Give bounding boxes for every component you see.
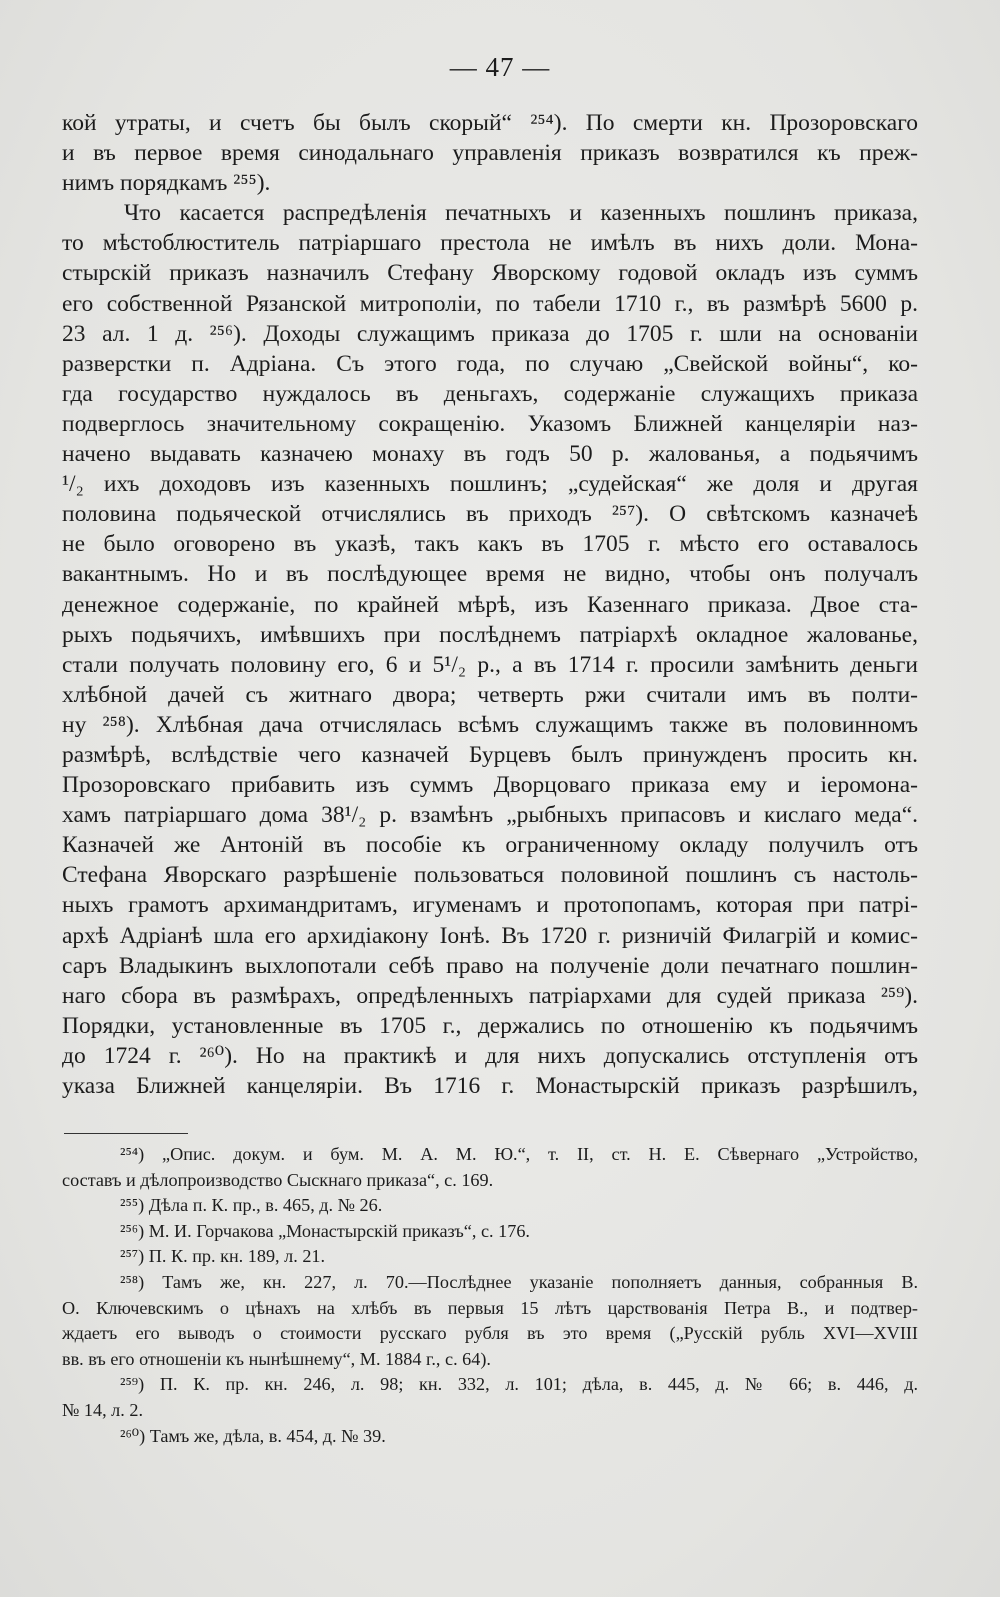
footnote-line: вв. въ его отношеніи къ нынѣшнему“, М. 1884 г., с. 64). — [62, 1348, 491, 1369]
text-line: 23 ал. 1 д. ²⁵⁶). Доходы служащимъ приказа до 1705 г. шли на основаніи — [62, 320, 918, 347]
footnote-254: ²⁵⁴) „Опис. докум. и бум. М. А. М. Ю.“, т. II, ст. Н. Е. Сѣвернаго „Устройство, — [120, 1144, 918, 1164]
text-line: хлѣбной дачей съ житнаго двора; четверть ржи считали имъ въ полти- — [62, 681, 918, 708]
text-line: архѣ Адріанѣ шла его архидіакону Іонѣ. Въ 1720 г. ризничій Филагрій и комис- — [62, 922, 918, 949]
text-line: Порядки, установленные въ 1705 г., держались по отношенію къ подьячимъ — [62, 1012, 918, 1039]
text-line: до 1724 г. ²⁶⁰). Но на практикѣ и для нихъ допускались отступленія отъ — [62, 1042, 918, 1069]
footnote-258: ²⁵⁸) Тамъ же, кн. 227, л. 70.—Послѣднее указаніе пополняетъ данныя, собранныя В. — [120, 1271, 918, 1292]
page-number: — 47 — — [449, 52, 551, 82]
text-line: разверстки п. Адріана. Съ этого года, по случаю „Свейской войны“, ко- — [62, 350, 918, 377]
text-line: Прозоровскаго прибавить изъ суммъ Дворцоваго приказа ему и іеромона- — [62, 772, 918, 799]
footnote-260: ²⁶⁰) Тамъ же, дѣла, в. 454, д. № 39. — [120, 1425, 386, 1446]
text-line: размѣрѣ, вслѣдствіе чего казначей Бурцевъ былъ принужденъ просить кн. — [62, 741, 918, 768]
footnote-line: О. Ключевскимъ о цѣнахъ на хлѣбъ въ первыя 15 лѣтъ царствованія Петра В., и подтвер- — [62, 1297, 918, 1318]
text-line: его собственной Рязанской митрополіи, по табели 1710 г., въ размѣрѣ 5600 р. — [62, 290, 918, 317]
text-line: то мѣстоблюститель патріаршаго престола не имѣлъ въ нихъ доли. Мона- — [62, 230, 918, 257]
text-line: вакантнымъ. Но и въ послѣдующее время не видно, чтобы онъ получалъ — [62, 561, 918, 588]
text-line: хамъ патріаршаго дома 38¹/₂ р. взамѣнъ „рыбныхъ припасовъ и кислаго меда“. — [62, 802, 918, 829]
text-line: указа Ближней канцеляріи. Въ 1716 г. Монастырскій приказъ разрѣшилъ, — [62, 1073, 918, 1099]
text-line: ну ²⁵⁸). Хлѣбная дача отчислялась всѣмъ служащимъ также въ половинномъ — [62, 711, 918, 738]
main-text — [62, 108, 918, 1101]
text-line: Казначей же Антоній въ пособіе къ ограниченному окладу получилъ отъ — [62, 832, 918, 859]
text-line: ныхъ грамотъ архимандритамъ, игуменамъ и протопопамъ, которая при патрі- — [62, 892, 918, 919]
text-line: гда государство нуждалось въ деньгахъ, содержаніе служащихъ приказа — [62, 380, 918, 407]
text-line: начено выдавать казначею монаху въ годъ 50 р. жалованья, а подьячимъ — [62, 441, 918, 468]
footnote-259: ²⁵⁹) П. К. пр. кн. 246, л. 98; кн. 332, л. 101; дѣла, в. 445, д. № 66; в. 446, д. — [120, 1374, 918, 1395]
text-line: саръ Владыкинъ выхлопотали себѣ право на полученіе доли печатнаго пошлин- — [62, 952, 918, 979]
text-line: подверглось значительному сокращенію. Указомъ Ближней канцеляріи наз- — [62, 410, 918, 437]
text-line: нимъ порядкамъ ²⁵⁵). — [62, 170, 271, 197]
footnote-line: № 14, л. 2. — [62, 1399, 143, 1420]
footnote-line: составъ и дѣлопроизводство Сыскнаго приказа“, с. 169. — [62, 1169, 494, 1190]
text-line: стали получать половину его, 6 и 5¹/₂ р., а въ 1714 г. просили замѣнить деньги — [62, 651, 918, 678]
text-line: Стефана Яворскаго разрѣшеніе пользоваться половиной пошлинъ съ настоль- — [62, 862, 918, 889]
text-line: кой утраты, и счетъ бы былъ скорый“ ²⁵⁴). По смерти кн. Прозоровскаго — [62, 110, 918, 136]
text-line: ¹/₂ ихъ доходовъ изъ казенныхъ пошлинъ; „судейская“ же доля и другая — [62, 471, 918, 498]
text-line: и въ первое время синодальнаго управленія приказъ возвратился къ преж- — [62, 140, 918, 167]
text-line: денежное содержаніе, по крайней мѣрѣ, изъ Казеннаго приказа. Двое ста- — [62, 591, 918, 618]
footnote-separator — [64, 1133, 188, 1134]
text-line: стырскій приказъ назначилъ Стефану Яворскому годовой окладъ изъ суммъ — [62, 260, 918, 287]
text-line: наго сбора въ размѣрахъ, опредѣленныхъ патріархами для судей приказа ²⁵⁹). — [62, 982, 918, 1009]
text-line: рыхъ подьячихъ, имѣвшихъ при послѣднемъ патріархѣ окладное жалованье, — [62, 621, 918, 648]
text-line: половина подьяческой отчислялись въ приходъ ²⁵⁷). О свѣтскомъ казначеѣ — [62, 501, 918, 528]
footnote-line: ждаетъ его выводъ о стоимости русскаго рубля въ это время („Русскій рубль XVI—XVIII — [62, 1323, 918, 1344]
footnotes — [62, 1142, 918, 1449]
text-line: не было оговорено въ указѣ, такъ какъ въ 1705 г. мѣсто его оставалось — [62, 531, 918, 558]
footnote-256: ²⁵⁶) М. И. Горчакова „Монастырскій приказъ“, с. 176. — [120, 1220, 530, 1241]
footnote-255: ²⁵⁵) Дѣла п. К. пр., в. 465, д. № 26. — [120, 1195, 383, 1216]
paragraph-start-line: Что касается распредѣленія печатныхъ и казенныхъ пошлинъ приказа, — [124, 200, 918, 227]
footnote-257: ²⁵⁷) П. К. пр. кн. 189, л. 21. — [120, 1246, 326, 1267]
